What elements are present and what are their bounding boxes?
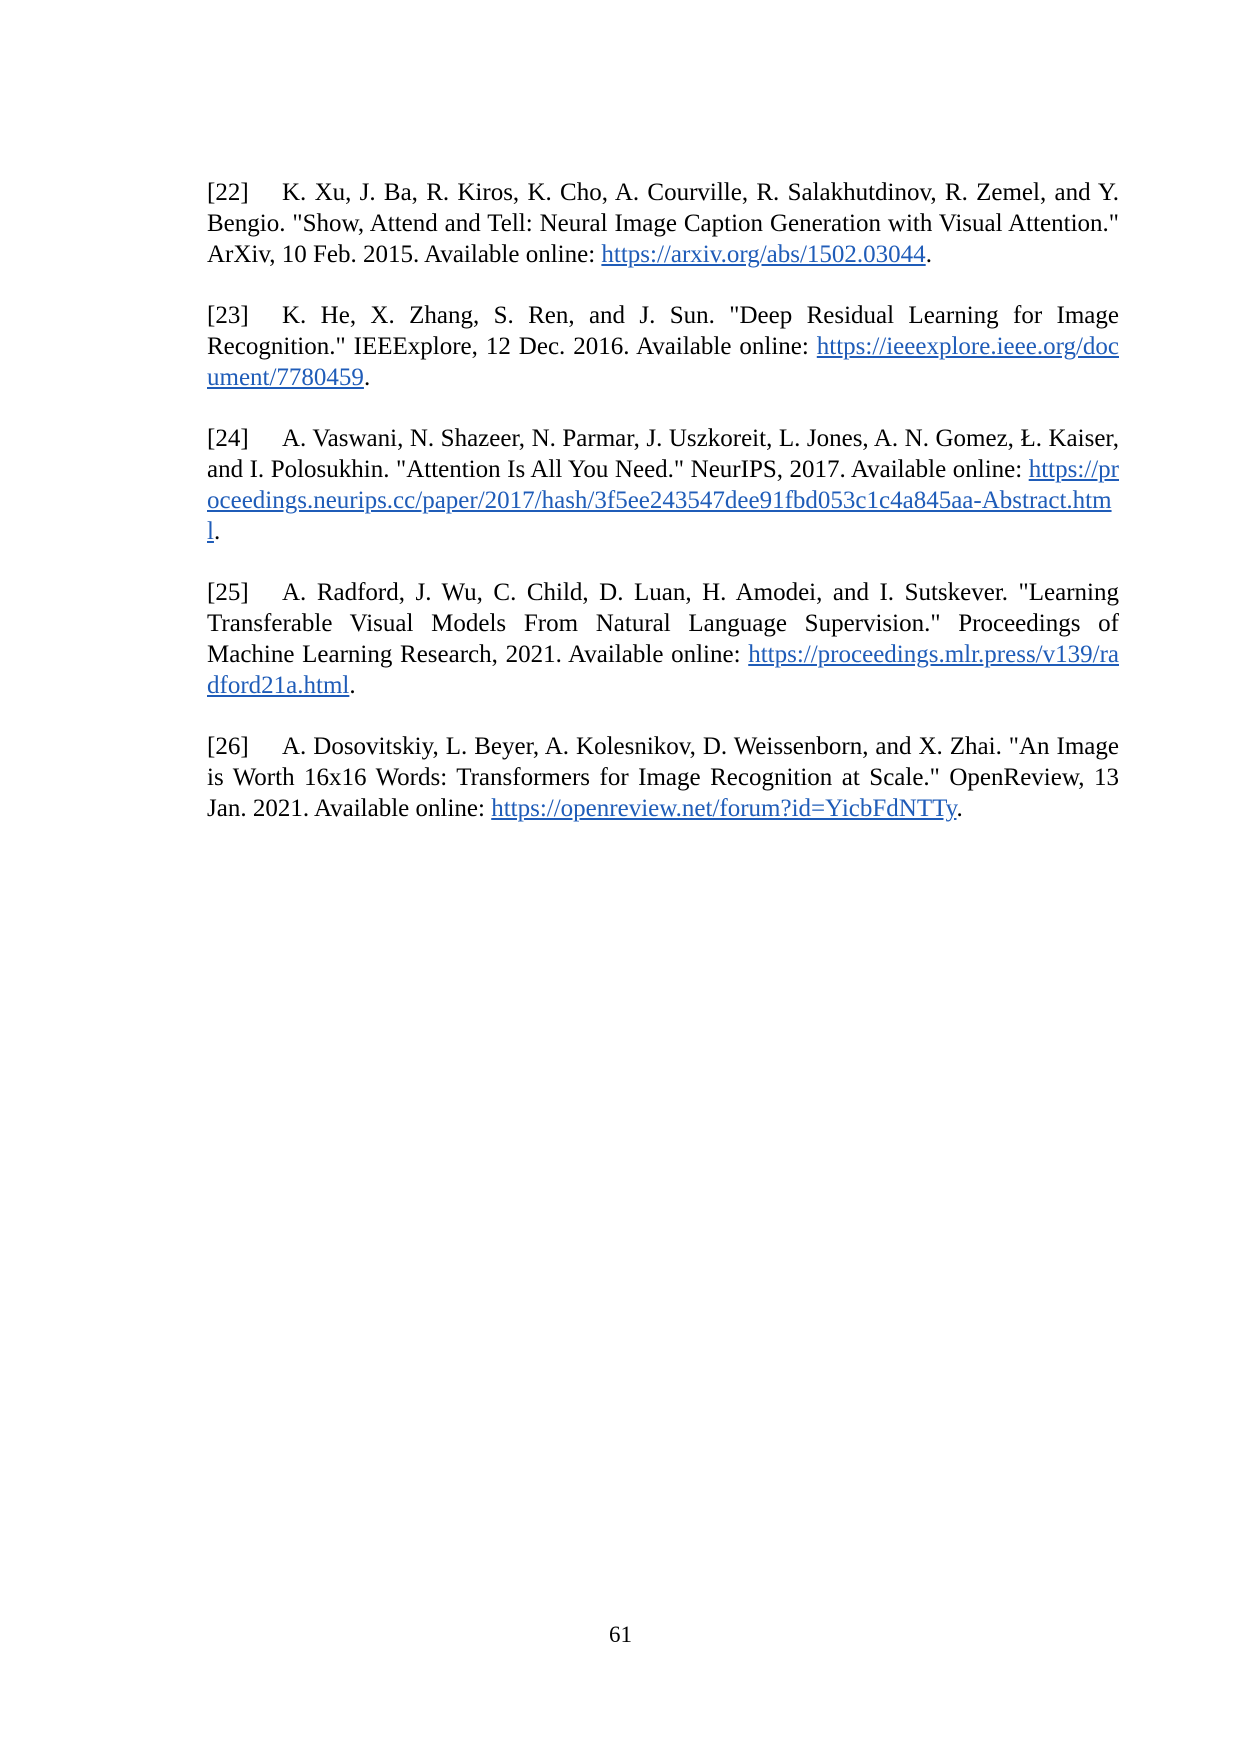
reference-period: . <box>349 672 356 699</box>
reference-period: . <box>925 241 932 268</box>
reference-text: K. He, X. Zhang, S. Ren, and J. Sun. "Deep Residual Learning for Image Recognition." IEEExplore, 12 Dec. 2016. Available online: <box>207 302 1119 360</box>
reference-entry <box>207 423 1119 547</box>
reference-text: A. Radford, J. Wu, C. Child, D. Luan, H. Amodei, and I. Sutskever. "Learning Transferable Visual Models From Natural Language Supervision." Proceedings of Machine Learning Research, 2021. Available online: <box>207 579 1119 668</box>
reference-list <box>207 177 1119 854</box>
reference-entry <box>207 577 1119 701</box>
reference-number: [22] <box>207 179 249 206</box>
reference-number: [24] <box>207 425 249 452</box>
reference-link[interactable]: https://openreview.net/forum?id=YicbFdNTTy <box>491 795 957 822</box>
reference-link[interactable]: https://arxiv.org/abs/1502.03044 <box>601 241 926 268</box>
reference-link[interactable]: https://proceedings.neurips.cc/paper/2017/hash/3f5ee243547dee91fbd053c1c4a845aa-Abstract.html <box>207 456 1119 545</box>
reference-number: [25] <box>207 579 249 606</box>
page-number: 61 <box>609 1622 632 1647</box>
reference-period: . <box>213 518 221 545</box>
reference-text: A. Vaswani, N. Shazeer, N. Parmar, J. Uszkoreit, L. Jones, A. N. Gomez, Ł. Kaiser, and I. Polosukhin. "Attention Is All You Need." NeurIPS, 2017. Available online: <box>207 425 1119 483</box>
reference-link[interactable]: https://ieeexplore.ieee.org/document/7780459 <box>207 333 1119 391</box>
reference-number: [23] <box>207 302 249 329</box>
reference-entry <box>207 300 1119 393</box>
reference-period: . <box>956 795 963 822</box>
reference-number: [26] <box>207 733 249 760</box>
reference-link[interactable]: https://proceedings.mlr.press/v139/radford21a.html <box>207 641 1119 699</box>
reference-text: K. Xu, J. Ba, R. Kiros, K. Cho, A. Courville, R. Salakhutdinov, R. Zemel, and Y. Bengio. "Show, Attend and Tell: Neural Image Caption Generation with Visual Attention." ArXiv, 10 Feb. 2015. Available online: <box>207 179 1119 268</box>
reference-entry <box>207 177 1119 270</box>
reference-period: . <box>363 364 371 391</box>
reference-entry <box>207 731 1119 824</box>
reference-text: A. Dosovitskiy, L. Beyer, A. Kolesnikov, D. Weissenborn, and X. Zhai. "An Image is Worth 16x16 Words: Transformers for Image Recognition at Scale." OpenReview, 13 Jan. 2021. Available online: <box>207 733 1119 822</box>
